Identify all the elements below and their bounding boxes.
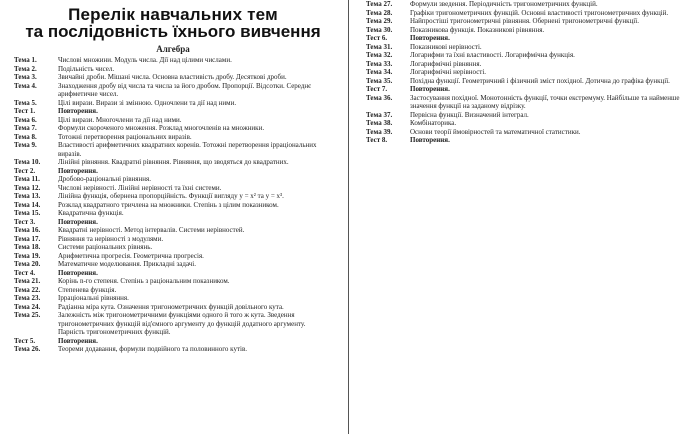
topic-label: Тема 29. — [366, 17, 393, 25]
topic-label: Тема 2. — [14, 64, 37, 73]
topic-label: Тема 22. — [14, 285, 41, 294]
topic-label: Тема 9. — [14, 141, 37, 149]
topic-label: Тема 7. — [14, 124, 37, 132]
topic-row — [14, 226, 332, 235]
topic-row — [366, 17, 684, 26]
topic-row — [14, 99, 332, 108]
topic-label: Тема 39. — [366, 127, 393, 136]
topic-label: Тема 36. — [366, 93, 393, 102]
test-row — [14, 107, 332, 116]
topic-label: Тема 35. — [366, 76, 393, 85]
topic-text: Формули зведення. Періодичність тригонометричних функцій. — [410, 0, 598, 8]
topic-text: Квадратична функція. — [58, 209, 124, 217]
topic-label: Тема 20. — [14, 260, 41, 268]
topic-row — [14, 294, 332, 303]
topic-label: Тема 19. — [14, 251, 41, 260]
topic-row — [14, 116, 332, 125]
topic-text: Дробово-раціональні рівняння. — [58, 175, 151, 183]
test-row — [14, 218, 332, 227]
topic-label: Тема 32. — [366, 51, 393, 59]
topic-row — [366, 111, 684, 120]
topic-row — [14, 209, 332, 218]
topic-label: Тема 30. — [366, 25, 393, 34]
topic-row — [366, 9, 684, 18]
topic-label: Тест 2. — [14, 166, 36, 175]
topic-list-left — [14, 56, 332, 354]
topic-row — [14, 192, 332, 201]
topic-text: Повторення. — [58, 336, 98, 345]
left-column — [14, 0, 332, 354]
topic-text: Повторення. — [58, 107, 98, 115]
topic-row — [366, 128, 684, 137]
topic-row — [366, 0, 684, 9]
column-divider — [348, 0, 349, 434]
right-column — [366, 0, 684, 145]
topic-row — [366, 60, 684, 69]
topic-text: Математичне моделювання. Прикладні задачі. — [58, 260, 196, 268]
topic-row — [366, 68, 684, 77]
topic-text: Знаходження дробу від числа та числа за його дробом. Пропорції. Відсотки. Середнє арифметичне чисел. — [58, 81, 312, 98]
topic-text: Лінійні рівняння. Квадратні рівняння. Рівняння, що зводяться до квадратних. — [58, 158, 289, 166]
topic-text: Повторення. — [58, 166, 98, 175]
topic-label: Тема 1. — [14, 56, 37, 64]
topic-text: Логарифмічні нерівності. — [410, 68, 487, 76]
topic-text: Первісна функції. Визначений інтеграл. — [410, 110, 529, 119]
topic-row — [366, 51, 684, 60]
topic-row — [14, 252, 332, 261]
topic-text: Основи теорії ймовірностей та математичної статистики. — [410, 127, 581, 136]
topic-text: Графіки тригонометричних функцій. Основні властивості тригонометричних функцій. — [410, 8, 669, 17]
topic-row — [14, 65, 332, 74]
topic-text: Залежність між тригонометричними функціями одного й того ж кута. Зведення тригонометричних функцій від'ємного аргументу до функцій додатного аргументу. Парність тригонометричних функцій. — [58, 311, 306, 336]
topic-row — [14, 277, 332, 286]
topic-row — [14, 303, 332, 312]
topic-label: Тест 6. — [366, 34, 388, 42]
topic-text: Ірраціональні рівняння. — [58, 294, 129, 302]
topic-label: Тема 3. — [14, 73, 37, 81]
topic-row — [14, 260, 332, 269]
topic-row — [366, 77, 684, 86]
topic-label: Тема 15. — [14, 209, 41, 217]
section-heading: Алгебра — [156, 44, 190, 54]
topic-row — [14, 133, 332, 142]
topic-row — [14, 175, 332, 184]
topic-label: Тест 7. — [366, 85, 388, 93]
topic-label: Тема 6. — [14, 115, 37, 124]
topic-label: Тема 17. — [14, 234, 41, 243]
topic-list-right — [366, 0, 684, 145]
topic-label: Тема 5. — [14, 98, 37, 107]
topic-text: Похідна функції. Геометричний і фізичний зміст похідної. Дотична до графіка функції. — [410, 76, 670, 85]
topic-text: Показникові нерівності. — [410, 42, 482, 51]
topic-label: Тема 14. — [14, 200, 41, 209]
topic-label: Тема 23. — [14, 294, 41, 302]
topic-label: Тема 24. — [14, 302, 41, 311]
topic-text: Повторення. — [410, 136, 450, 144]
topic-text: Рівняння та нерівності з модулями. — [58, 234, 164, 243]
test-row — [366, 34, 684, 43]
page-title — [14, 6, 332, 40]
topic-row — [366, 43, 684, 52]
topic-label: Тема 11. — [14, 175, 40, 183]
topic-text: Числові нерівності. Лінійні нерівності та їхні системи. — [58, 183, 222, 192]
topic-label: Тема 37. — [366, 110, 393, 119]
test-row — [366, 85, 684, 94]
topic-label: Тема 4. — [14, 81, 37, 90]
topic-row — [14, 345, 332, 354]
topic-row — [366, 26, 684, 35]
topic-row — [14, 124, 332, 133]
topic-text: Цілі вирази. Многочлени та дії над ними. — [58, 115, 182, 124]
topic-text: Системи раціональних рівнянь. — [58, 243, 153, 251]
topic-label: Тест 1. — [14, 107, 36, 115]
topic-label: Тема 25. — [14, 311, 41, 319]
topic-text: Повторення. — [410, 34, 450, 42]
title-line-2: та послідовність їхнього вивчення — [25, 22, 321, 41]
topic-text: Формули скороченого множення. Розклад многочленів на множники. — [58, 124, 265, 132]
topic-label: Тема 33. — [366, 59, 393, 68]
topic-text: Логарифми та їхні властивості. Логарифмічна функція. — [410, 51, 575, 59]
topic-label: Тест 5. — [14, 336, 36, 345]
test-row — [14, 269, 332, 278]
topic-label: Тема 8. — [14, 132, 37, 141]
topic-text: Цілі вирази. Вирази зі змінною. Одночлени та дії над ними. — [58, 98, 237, 107]
topic-text: Подільність чисел. — [58, 64, 115, 73]
topic-row — [14, 73, 332, 82]
topic-label: Тема 21. — [14, 277, 41, 285]
topic-text: Арифметична прогресія. Геометрична прогресія. — [58, 251, 204, 260]
topic-label: Тема 12. — [14, 183, 41, 192]
topic-row — [14, 235, 332, 244]
topic-text: Звичайні дроби. Мішані числа. Основна властивість дробу. Десяткові дроби. — [58, 73, 287, 81]
topic-text: Показникова функція. Показникові рівняння. — [410, 25, 545, 34]
topic-label: Тема 26. — [14, 345, 41, 353]
topic-text: Степенева функція. — [58, 285, 117, 294]
topic-text: Тотожні перетворення раціональних виразів. — [58, 132, 192, 141]
topic-label: Тема 28. — [366, 8, 393, 17]
topic-text: Лінійна функція, обернена пропорційність. Функції вигляду y = x² та y = x³. — [58, 192, 284, 200]
topic-label: Тема 18. — [14, 243, 41, 251]
topic-row — [14, 243, 332, 252]
topic-text: Повторення. — [58, 217, 98, 226]
topic-label: Тест 8. — [366, 136, 388, 144]
topic-label: Тема 10. — [14, 158, 41, 166]
topic-label: Тема 34. — [366, 68, 393, 76]
topic-text: Квадратні нерівності. Метод інтервалів. Системи нерівностей. — [58, 226, 245, 234]
test-row — [14, 167, 332, 176]
topic-label: Тест 3. — [14, 217, 36, 226]
topic-row — [14, 286, 332, 295]
topic-row — [366, 94, 684, 111]
topic-label: Тема 31. — [366, 42, 393, 51]
topic-label: Тема 38. — [366, 119, 393, 127]
topic-row — [14, 158, 332, 167]
topic-row — [14, 201, 332, 210]
test-row — [366, 136, 684, 145]
topic-text: Теореми додавання, формули подвійного та половинного кутів. — [58, 345, 248, 353]
topic-label: Тема 27. — [366, 0, 393, 8]
topic-row — [14, 141, 332, 158]
topic-label: Тема 13. — [14, 192, 41, 200]
topic-row — [14, 82, 332, 99]
test-row — [14, 337, 332, 346]
topic-text: Застосування похідної. Монотонність функції, точки екстремуму. Найбільше та найменше значення функції на заданому відрізку. — [410, 93, 680, 110]
topic-text: Корінь n-го степеня. Степінь з раціональним показником. — [58, 277, 230, 285]
topic-row — [14, 311, 332, 337]
topic-text: Розклад квадратного тричлена на множники. Степінь з цілим показником. — [58, 200, 279, 209]
topic-text: Найпростіші тригонометричні рівняння. Обернені тригонометричні функції. — [410, 17, 639, 25]
title-line-1: Перелік навчальних тем — [68, 5, 278, 24]
topic-text: Повторення. — [58, 268, 98, 277]
topic-label: Тема 16. — [14, 226, 41, 234]
topic-text: Логарифмічні рівняння. — [410, 59, 482, 68]
topic-label: Тест 4. — [14, 268, 36, 277]
topic-text: Комбінаторика. — [410, 119, 457, 127]
topic-text: Числові множини. Модуль числа. Дії над цілими числами. — [58, 56, 232, 64]
topic-row — [366, 119, 684, 128]
topic-text: Властивості арифметичних квадратних коренів. Тотожні перетворення ірраціональних виразів. — [58, 141, 317, 158]
topic-text: Повторення. — [410, 85, 450, 93]
topic-row — [14, 184, 332, 193]
topic-row — [14, 56, 332, 65]
topic-text: Радіанна міра кута. Означення тригонометричних функцій довільного кута. — [58, 302, 284, 311]
